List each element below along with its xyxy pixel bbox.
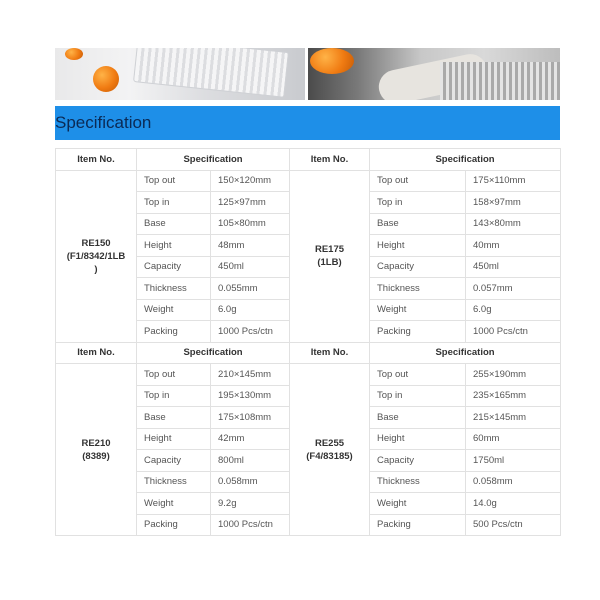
table-row bbox=[56, 364, 561, 386]
spec-label-cell: Weight bbox=[137, 493, 211, 515]
spec-value-cell: 195×130mm bbox=[211, 385, 290, 407]
spec-label-cell: Packing bbox=[137, 321, 211, 343]
spec-label-cell: Weight bbox=[370, 493, 466, 515]
spec-label-cell: Packing bbox=[137, 514, 211, 536]
specification-table bbox=[55, 148, 561, 536]
spec-value-cell: 6.0g bbox=[211, 299, 290, 321]
spec-label-cell: Base bbox=[370, 407, 466, 429]
spec-value-cell: 150×120mm bbox=[211, 170, 290, 192]
spec-value-cell: 60mm bbox=[466, 428, 561, 450]
item-number-line: ) bbox=[94, 263, 98, 275]
item-number-line: RE210 bbox=[81, 437, 111, 449]
item-number-cell bbox=[56, 364, 137, 536]
hero-image-strip bbox=[55, 48, 560, 100]
spec-label-cell: Weight bbox=[370, 299, 466, 321]
spec-label-cell: Capacity bbox=[370, 450, 466, 472]
item-number-line: RE175 bbox=[314, 244, 345, 255]
item-number-cell bbox=[290, 364, 370, 536]
spec-label-cell: Top out bbox=[137, 364, 211, 386]
spec-label-cell: Top in bbox=[137, 385, 211, 407]
item-number-line: (F1/8342/1LB bbox=[66, 250, 126, 262]
spec-label-cell: Packing bbox=[370, 321, 466, 343]
spec-value-cell: 0.055mm bbox=[211, 278, 290, 300]
spec-value-cell: 6.0g bbox=[466, 299, 561, 321]
item-number-cell bbox=[290, 170, 370, 342]
spec-label-cell: Top out bbox=[137, 170, 211, 192]
spec-label-cell: Height bbox=[137, 235, 211, 257]
item-number-cell bbox=[56, 170, 137, 342]
spec-label-cell: Packing bbox=[370, 514, 466, 536]
header-specification: Specification bbox=[137, 149, 290, 171]
spec-value-cell: 1000 Pcs/ctn bbox=[211, 514, 290, 536]
spec-value-cell: 0.057mm bbox=[466, 278, 561, 300]
table-row bbox=[56, 170, 561, 192]
header-specification: Specification bbox=[370, 149, 561, 171]
spec-value-cell: 125×97mm bbox=[211, 192, 290, 214]
header-item-no: Item No. bbox=[290, 342, 370, 364]
spec-label-cell: Height bbox=[370, 235, 466, 257]
table-header-row bbox=[56, 342, 561, 364]
spec-value-cell: 210×145mm bbox=[211, 364, 290, 386]
spec-label-cell: Top in bbox=[137, 192, 211, 214]
spec-label-cell: Base bbox=[137, 407, 211, 429]
spec-value-cell: 175×108mm bbox=[211, 407, 290, 429]
spec-value-cell: 0.058mm bbox=[466, 471, 561, 493]
table-header-row bbox=[56, 149, 561, 171]
spec-value-cell: 235×165mm bbox=[466, 385, 561, 407]
item-number-line: RE255 bbox=[314, 437, 345, 449]
spec-label-cell: Thickness bbox=[370, 278, 466, 300]
spec-value-cell: 215×145mm bbox=[466, 407, 561, 429]
item-number-line: (F4/83185) bbox=[306, 450, 353, 462]
section-banner bbox=[55, 106, 560, 140]
spec-value-cell: 48mm bbox=[211, 235, 290, 257]
spec-label-cell: Top out bbox=[370, 364, 466, 386]
spec-value-cell: 143×80mm bbox=[466, 213, 561, 235]
spec-value-cell: 158×97mm bbox=[466, 192, 561, 214]
spec-label-cell: Capacity bbox=[137, 256, 211, 278]
spec-value-cell: 175×110mm bbox=[466, 170, 561, 192]
spec-value-cell: 500 Pcs/ctn bbox=[466, 514, 561, 536]
item-number-line: (1LB) bbox=[317, 257, 342, 268]
header-item-no: Item No. bbox=[290, 149, 370, 171]
foil-tray-with-tomatoes-photo bbox=[55, 48, 305, 100]
spec-label-cell: Height bbox=[370, 428, 466, 450]
spec-value-cell: 450ml bbox=[211, 256, 290, 278]
header-item-no: Item No. bbox=[56, 149, 137, 171]
section-title: Specification bbox=[55, 113, 152, 132]
item-number-line: (8389) bbox=[82, 450, 110, 462]
spec-label-cell: Base bbox=[370, 213, 466, 235]
spec-label-cell: Height bbox=[137, 428, 211, 450]
spec-label-cell: Top out bbox=[370, 170, 466, 192]
spec-label-cell: Thickness bbox=[370, 471, 466, 493]
spec-value-cell: 42mm bbox=[211, 428, 290, 450]
spec-value-cell: 1000 Pcs/ctn bbox=[466, 321, 561, 343]
spec-label-cell: Capacity bbox=[137, 450, 211, 472]
spec-label-cell: Thickness bbox=[137, 471, 211, 493]
spec-label-cell: Capacity bbox=[370, 256, 466, 278]
spec-value-cell: 40mm bbox=[466, 235, 561, 257]
spec-value-cell: 450ml bbox=[466, 256, 561, 278]
foil-tray-with-towel-photo bbox=[308, 48, 560, 100]
spec-label-cell: Top in bbox=[370, 385, 466, 407]
spec-label-cell: Weight bbox=[137, 299, 211, 321]
spec-value-cell: 800ml bbox=[211, 450, 290, 472]
spec-value-cell: 9.2g bbox=[211, 493, 290, 515]
spec-value-cell: 105×80mm bbox=[211, 213, 290, 235]
spec-value-cell: 1750ml bbox=[466, 450, 561, 472]
spec-value-cell: 1000 Pcs/ctn bbox=[211, 321, 290, 343]
header-specification: Specification bbox=[370, 342, 561, 364]
item-number-line: RE150 bbox=[81, 237, 111, 249]
spec-value-cell: 255×190mm bbox=[466, 364, 561, 386]
spec-label-cell: Base bbox=[137, 213, 211, 235]
spec-value-cell: 0.058mm bbox=[211, 471, 290, 493]
spec-label-cell: Top in bbox=[370, 192, 466, 214]
spec-value-cell: 14.0g bbox=[466, 493, 561, 515]
header-specification: Specification bbox=[137, 342, 290, 364]
header-item-no: Item No. bbox=[56, 342, 137, 364]
spec-label-cell: Thickness bbox=[137, 278, 211, 300]
